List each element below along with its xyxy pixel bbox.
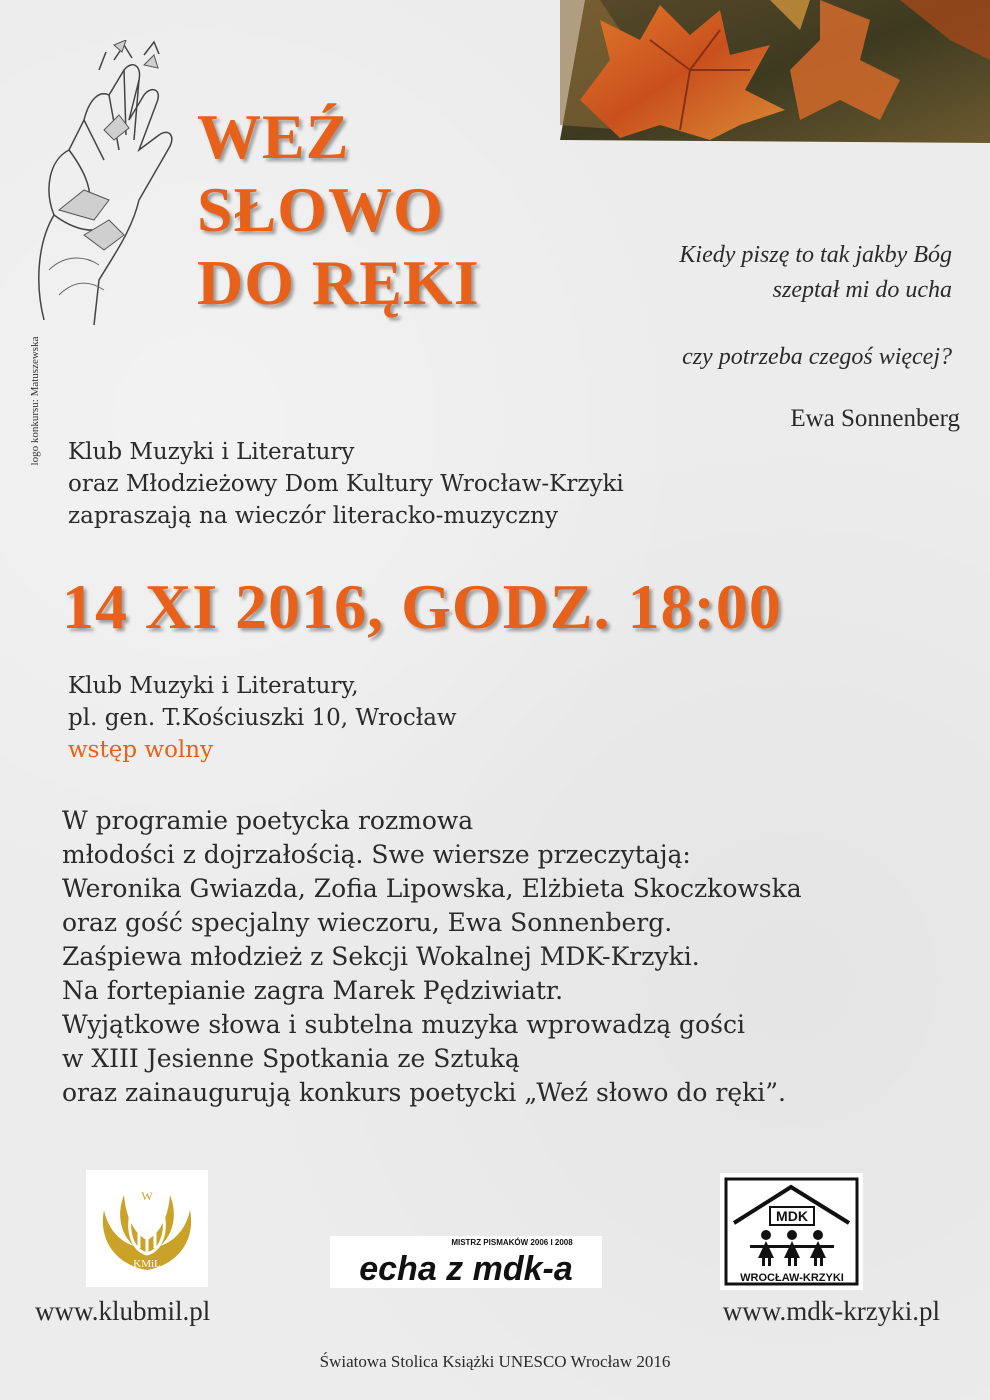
echa-title: echa z mdk-a bbox=[359, 1250, 573, 1288]
hand-sketch-logo bbox=[14, 40, 184, 330]
kmil-letter: W bbox=[141, 1189, 153, 1203]
quote-author: Ewa Sonnenberg bbox=[790, 405, 960, 432]
program-line: Zaśpiewa młodzież z Sekcji Wokalnej MDK-Krzyki. bbox=[62, 942, 700, 971]
mdk-logo bbox=[720, 1173, 863, 1290]
footer-text: Światowa Stolica Książki UNESCO Wrocław 2016 bbox=[319, 1352, 671, 1371]
organizer-line: oraz Młodzieżowy Dom Kultury Wrocław-Krzyki bbox=[68, 471, 624, 497]
program-line: Wyjątkowe słowa i subtelna muzyka wprowadzą gości bbox=[62, 1010, 745, 1039]
quote-line: Kiedy piszę to tak jakby Bóg bbox=[679, 242, 952, 268]
title-line: SŁOWO bbox=[197, 174, 444, 245]
organizers bbox=[68, 436, 624, 532]
program-line: oraz zainaugurują konkurs poetycki „Weź słowo do ręki”. bbox=[62, 1078, 786, 1107]
organizer-line: zapraszają na wieczór literacko-muzyczny bbox=[68, 503, 558, 529]
event-title bbox=[197, 100, 480, 319]
title-line: DO RĘKI bbox=[197, 247, 480, 318]
echa-logo bbox=[330, 1236, 602, 1288]
quote-line: czy potrzeba czegoś więcej? bbox=[682, 344, 952, 370]
program-line: oraz gość specjalny wieczoru, Ewa Sonnenberg. bbox=[62, 908, 673, 937]
quote bbox=[679, 238, 952, 308]
kmil-logo bbox=[86, 1170, 208, 1287]
program-description bbox=[62, 804, 802, 1110]
mdk-krzyki-url[interactable]: www.mdk-krzyki.pl bbox=[722, 1296, 940, 1326]
echa-subtitle: MISTRZ PISMAKÓW 2006 I 2008 bbox=[451, 1238, 573, 1247]
program-line: Weronika Gwiazda, Zofia Lipowska, Elżbieta Skoczkowska bbox=[62, 874, 802, 903]
program-line: Na fortepianie zagra Marek Pędziwiatr. bbox=[62, 976, 564, 1005]
venue-address: pl. gen. T.Kościuszki 10, Wrocław bbox=[68, 705, 457, 731]
venue-line: Klub Muzyki i Literatury, bbox=[68, 673, 359, 699]
side-credit: logo konkursu: Matuszewska bbox=[29, 336, 41, 466]
event-datetime: 14 XI 2016, GODZ. 18:00 bbox=[62, 571, 782, 642]
mdk-title: MDK bbox=[776, 1208, 808, 1224]
program-line: w XIII Jesienne Spotkania ze Sztuką bbox=[62, 1044, 520, 1073]
program-line: młodości z dojrzałością. Swe wiersze przeczytają: bbox=[62, 840, 691, 869]
mdk-subtitle: WROCŁAW-KRZYKI bbox=[740, 1272, 844, 1284]
title-line: WEŹ bbox=[197, 101, 350, 172]
free-entry: wstęp wolny bbox=[68, 737, 214, 763]
kmil-text: KMiL bbox=[133, 1258, 161, 1270]
program-line: W programie poetycka rozmowa bbox=[62, 806, 474, 835]
organizer-line: Klub Muzyki i Literatury bbox=[68, 439, 355, 465]
quote-line: szeptał mi do ucha bbox=[772, 277, 952, 303]
venue bbox=[68, 670, 457, 766]
klubmil-url[interactable]: www.klubmil.pl bbox=[35, 1296, 211, 1326]
